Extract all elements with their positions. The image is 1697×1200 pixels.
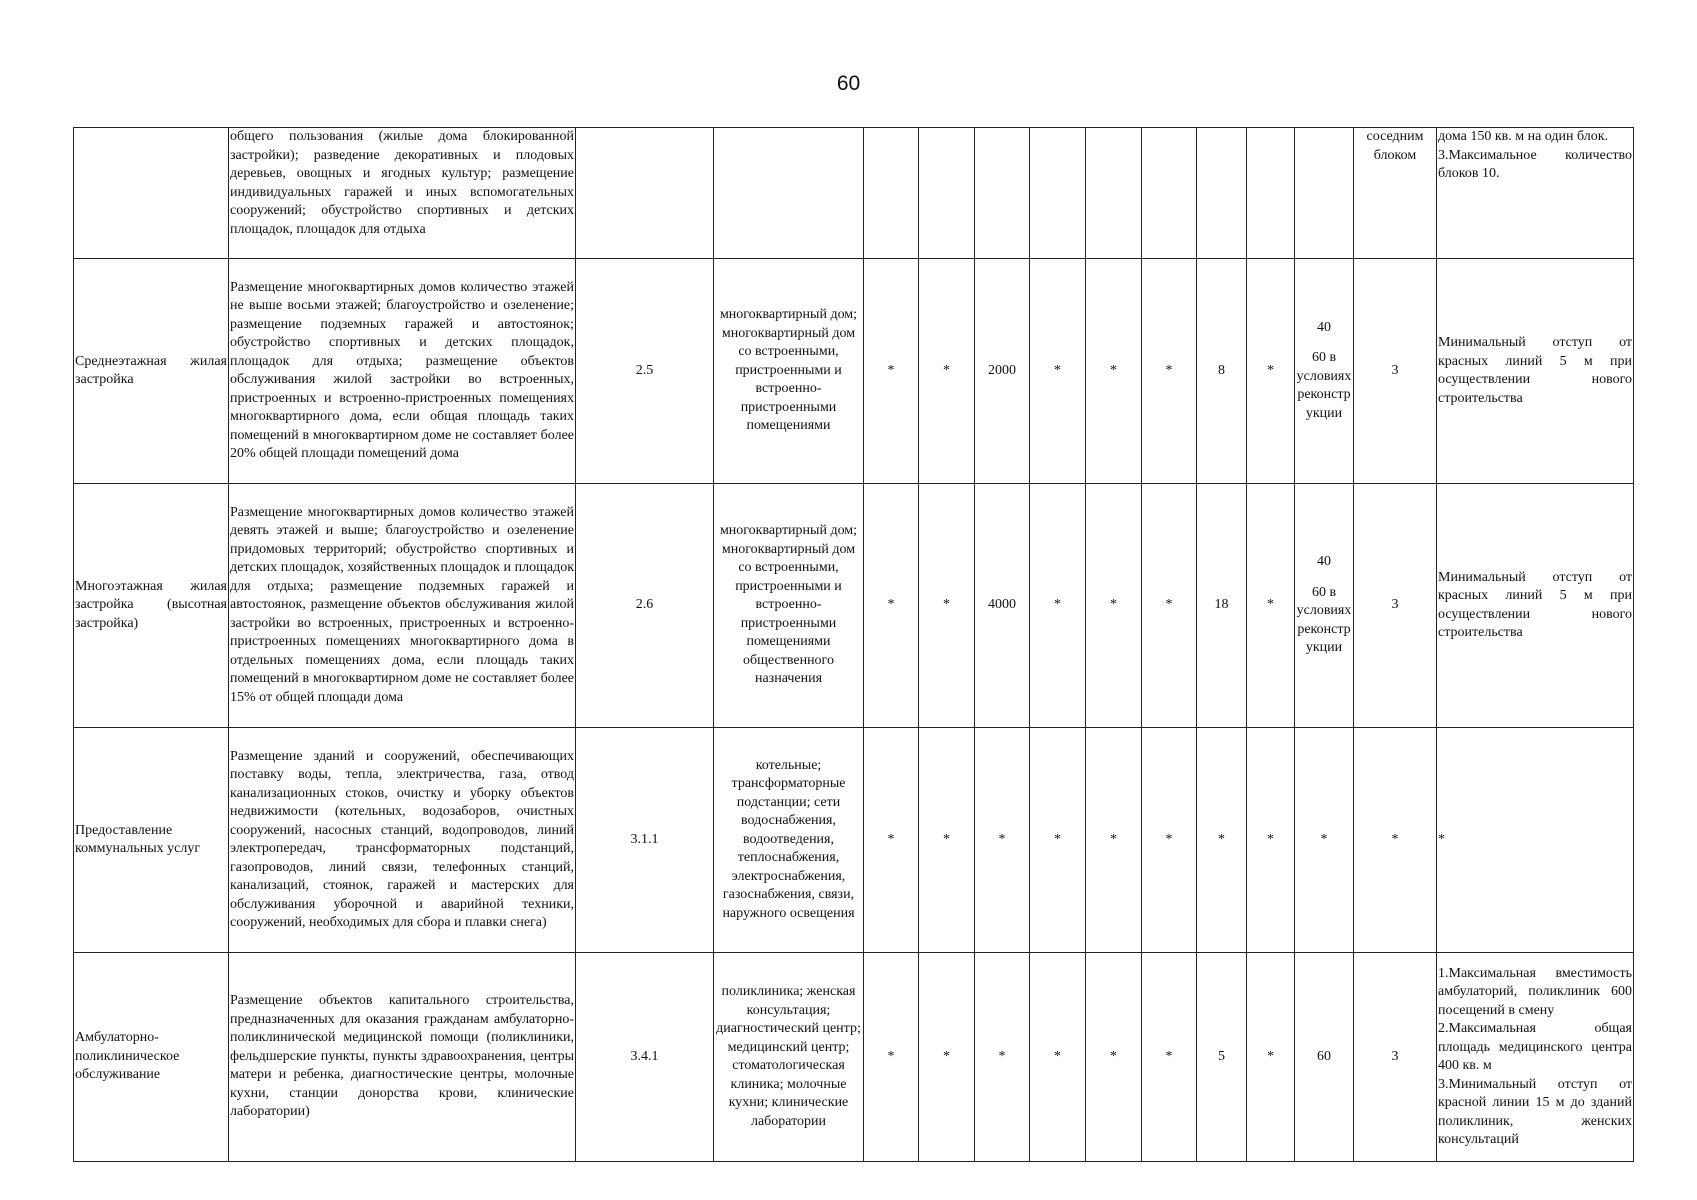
land-use-description: Размещение многоквартирных домов количество этажей девять этажей и выше; благоустройство и озеленение придомовых территорий; обустройство спортивных и детских площадок, хозяйственных площадок и площадок для отдыха; размещение подземных гаражей и автостоянок, размещение объектов обслуживания жилой застройки во встроенных, пристроенных и встроенно-пристроенных помещениях многоквартирного дома в отдельных помещениях дома, если площадь таких помещений в многоквартирном доме не составляет более 15% от общей площади дома <box>229 484 576 728</box>
min-setback-cell: * <box>1354 728 1437 953</box>
land-use-name: Амбулаторно-поликлиническое обслуживание <box>74 953 229 1162</box>
table-row <box>74 128 1634 259</box>
note-line: Минимальный отступ от красных линий 5 м при осуществлении нового строительства <box>1438 569 1632 640</box>
coverage-reconstruction-value: 60 в условиях реконструкции <box>1296 584 1352 656</box>
param-cell: * <box>1247 728 1295 953</box>
note-line: Минимальный отступ от красных линий 5 м при осуществлении нового строительства <box>1438 335 1632 406</box>
min-setback-cell: 3 <box>1354 259 1437 484</box>
param-cell: * <box>1142 728 1197 953</box>
notes-cell <box>1437 728 1634 953</box>
param-cell <box>1086 128 1142 259</box>
permitted-objects: котельные; трансформаторные подстанции; сети водоснабжения, водоотведения, теплоснабжения, электроснабжения, газоснабжения, связи, наружного освещения <box>714 728 864 953</box>
max-floors-cell: 8 <box>1197 259 1247 484</box>
param-cell: * <box>1086 728 1142 953</box>
param-cell: 2000 <box>975 259 1030 484</box>
land-use-name: Среднеэтажная жилая застройка <box>74 259 229 484</box>
param-cell: * <box>1086 953 1142 1162</box>
param-cell <box>1247 128 1295 259</box>
param-cell: * <box>1247 484 1295 728</box>
notes-cell <box>1437 128 1634 259</box>
zoning-regulations-table <box>73 127 1634 1162</box>
param-cell: * <box>1030 259 1086 484</box>
notes-cell <box>1437 953 1634 1162</box>
max-floors-cell <box>1197 128 1247 259</box>
max-coverage-cell <box>1295 953 1354 1162</box>
note-line: 3.Максимальное количество блоков 10. <box>1438 147 1632 181</box>
min-setback-cell: 3 <box>1354 953 1437 1162</box>
max-coverage-cell <box>1295 728 1354 953</box>
land-use-code: 3.4.1 <box>576 953 714 1162</box>
note-line: 3.Минимальный отступ от красной линии 15 м до зданий поликлиник, женских консультаций <box>1438 1076 1632 1147</box>
max-floors-cell: * <box>1197 728 1247 953</box>
max-coverage-cell <box>1295 484 1354 728</box>
note-line: * <box>1438 831 1445 847</box>
param-cell: * <box>1142 484 1197 728</box>
param-cell: * <box>919 953 975 1162</box>
param-cell: * <box>919 728 975 953</box>
param-cell: * <box>864 728 919 953</box>
notes-cell <box>1437 484 1634 728</box>
land-use-description: Размещение зданий и сооружений, обеспечивающих поставку воды, тепла, электричества, газа, отвод канализационных стоков, очистку и уборку объектов недвижимости (котельных, водозаборов, очистных сооружений, насосных станций, водопроводов, линий электропередач, трансформаторных подстанций, газопроводов, линий связи, телефонных станций, канализаций, стоянок, гаражей и мастерских для обслуживания уборочной и аварийной техники, сооружений, необходимых для сбора и плавки снега) <box>229 728 576 953</box>
notes-cell <box>1437 259 1634 484</box>
coverage-value: 40 <box>1317 554 1331 570</box>
param-cell: * <box>1030 953 1086 1162</box>
min-setback-cell: 3 <box>1354 484 1437 728</box>
coverage-reconstruction-value: 60 в условиях реконструкции <box>1296 350 1352 421</box>
param-cell: * <box>1247 259 1295 484</box>
note-line: дома 150 кв. м на один блок. <box>1438 129 1609 144</box>
param-cell: * <box>1030 484 1086 728</box>
param-cell: * <box>1142 259 1197 484</box>
max-coverage-cell <box>1295 128 1354 259</box>
param-cell <box>1030 128 1086 259</box>
max-coverage-cell <box>1295 259 1354 484</box>
note-line: 2.Максимальная общая площадь медицинского центра 400 кв. м <box>1438 1021 1632 1073</box>
land-use-name: Многоэтажная жилая застройка (высотная застройка) <box>74 484 229 728</box>
table-row <box>74 728 1634 953</box>
land-use-description: Размещение объектов капитального строительства, предназначенных для оказания гражданам амбулаторно-поликлинической медицинской помощи (поликлиники, фельдшерские пункты, пункты здравоохранения, центры матери и ребенка, диагностические центры, молочные кухни, станции донорства крови, клинические лаборатории) <box>229 953 576 1162</box>
param-cell: * <box>864 484 919 728</box>
param-cell <box>975 128 1030 259</box>
param-cell: * <box>864 259 919 484</box>
coverage-value: 40 <box>1317 319 1331 335</box>
param-cell: * <box>1030 728 1086 953</box>
permitted-objects: поликлиника; женская консультация; диагностический центр; медицинский центр; стоматологическая клиника; молочные кухни; клинические лаборатории <box>714 953 864 1162</box>
param-cell <box>1142 128 1197 259</box>
param-cell: * <box>975 953 1030 1162</box>
param-cell: * <box>1086 484 1142 728</box>
coverage-value: * <box>1320 831 1328 847</box>
note-line: 1.Максимальная вместимость амбулаторий, поликлиник 600 посещений в смену <box>1438 965 1632 1018</box>
land-use-code <box>576 128 714 259</box>
permitted-objects <box>714 128 864 259</box>
land-use-name: Предоставление коммунальных услуг <box>74 728 229 953</box>
table-row <box>74 953 1634 1162</box>
min-setback-cell: соседним блоком <box>1354 128 1437 259</box>
land-use-code: 2.6 <box>576 484 714 728</box>
param-cell: * <box>864 953 919 1162</box>
permitted-objects: многоквартирный дом; многоквартирный дом со встроенными, пристроенными и встроенно-пристроенными помещениями общественного назначения <box>714 484 864 728</box>
land-use-code: 2.5 <box>576 259 714 484</box>
max-floors-cell: 18 <box>1197 484 1247 728</box>
page-number: 60 <box>836 72 861 95</box>
param-cell: 4000 <box>975 484 1030 728</box>
land-use-description: Размещение многоквартирных домов количество этажей не выше восьми этажей; благоустройство и озеленение; размещение подземных гаражей и автостоянок; обустройство спортивных и детских площадок, площадок для отдыха; размещение объектов обслуживания жилой застройки во встроенных, пристроенных и встроенно-пристроенных помещениях многоквартирного дома, если общая площадь таких помещений в многоквартирном доме не составляет более 20% общей площади помещений дома <box>229 259 576 484</box>
param-cell: * <box>1247 953 1295 1162</box>
land-use-name <box>74 128 229 259</box>
param-cell: * <box>919 259 975 484</box>
permitted-objects: многоквартирный дом; многоквартирный дом со встроенными, пристроенными и встроенно-пристроенными помещениями <box>714 259 864 484</box>
param-cell: * <box>1086 259 1142 484</box>
coverage-value: 60 <box>1317 1048 1331 1064</box>
table-row <box>74 484 1634 728</box>
land-use-code: 3.1.1 <box>576 728 714 953</box>
max-floors-cell: 5 <box>1197 953 1247 1162</box>
param-cell: * <box>919 484 975 728</box>
param-cell <box>864 128 919 259</box>
table-row <box>74 259 1634 484</box>
land-use-description: общего пользования (жилые дома блокированной застройки); разведение декоративных и плодовых деревьев, овощных и ягодных культур; размещение индивидуальных гаражей и иных вспомогательных сооружений; обустройство спортивных и детских площадок, площадок для отдыха <box>229 128 576 259</box>
param-cell: * <box>975 728 1030 953</box>
param-cell: * <box>1142 953 1197 1162</box>
param-cell <box>919 128 975 259</box>
